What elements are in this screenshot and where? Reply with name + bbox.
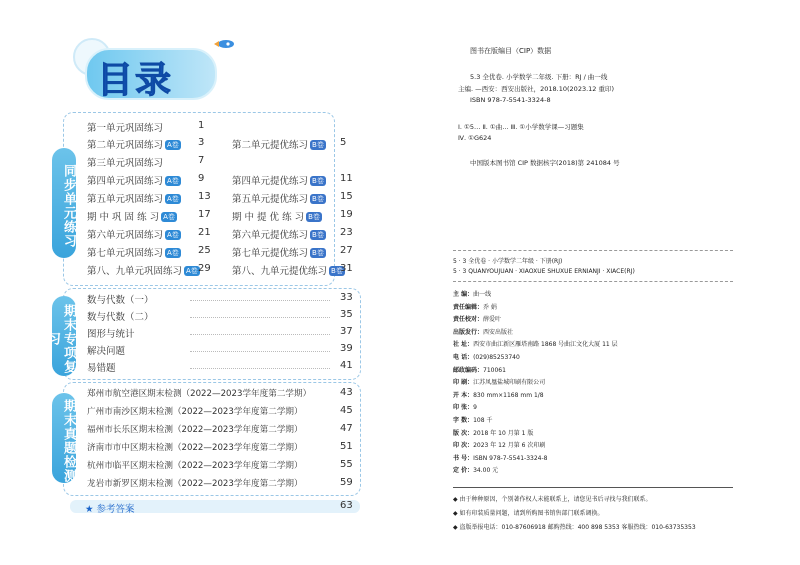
answer-page: 63 (340, 500, 353, 511)
answer-label[interactable]: ★ 参考答案 (85, 504, 135, 515)
toc-title: 目录 (97, 60, 174, 101)
detail-value: 江苏凤凰盐城印刷有限公司 (473, 379, 546, 387)
toc-entry[interactable]: 易错题 (87, 363, 116, 374)
toc-entry-page: 55 (340, 459, 353, 470)
toc-entry-label: 第六单元巩固练习 (87, 230, 164, 241)
toc-entry-label: 第一单元巩固练习 (87, 123, 164, 134)
detail-key: 开 本： (453, 391, 474, 399)
toc-entry-label: 第五单元提优练习 (232, 194, 309, 205)
toc-entry[interactable] (87, 263, 200, 277)
cip-line5: Ⅳ. ①G624 (458, 134, 492, 142)
toc-entry-page: 41 (340, 360, 353, 371)
toc-entry-label: 第四单元巩固练习 (87, 176, 164, 187)
cip-line4: Ⅰ. ①5… Ⅱ. ①曲… Ⅲ. ①小学数学课—习题集 (458, 123, 584, 131)
detail-row (453, 390, 544, 399)
detail-value: ISBN 978-7-5541-3324-8 (473, 454, 548, 462)
detail-value: 西安出版社 (483, 328, 514, 336)
detail-row (453, 314, 501, 323)
toc-entry-page: 43 (340, 387, 353, 398)
toc-entry-page: 39 (340, 343, 353, 354)
detail-value: (029)85253740 (473, 354, 520, 361)
toc-entry[interactable] (87, 191, 181, 205)
toc-entry[interactable]: 福州市长乐区期末检测（2022—2023学年度第二学期） (87, 425, 303, 435)
toc-entry-label: 期 中 提 优 练 习 (232, 212, 305, 223)
toc-entry-page: 15 (340, 191, 353, 202)
detail-row (453, 402, 477, 411)
difficulty-badge: A卷 (186, 267, 198, 275)
toc-entry[interactable]: 图形与统计 (87, 329, 135, 340)
toc-entry-page: 29 (198, 263, 211, 274)
toc-entry-label: 第七单元提优练习 (232, 248, 309, 259)
toc-entry[interactable] (232, 173, 326, 187)
divider (453, 250, 733, 251)
difficulty-badge: A卷 (167, 195, 179, 203)
toc-entry-page: 33 (340, 292, 353, 303)
book-title-cn: 5 · 3 全优卷 · 小学数学二年级 · 下册(RJ) (453, 258, 563, 265)
detail-value: 710061 (483, 366, 506, 374)
toc-entry-label: 第二单元巩固练习 (87, 140, 164, 151)
toc-entry[interactable]: 数与代数（二） (87, 312, 154, 323)
cip-heading: 图书在版编目（CIP）数据 (470, 47, 552, 55)
detail-value: 830 mm×1168 mm 1/8 (473, 391, 544, 399)
difficulty-badge: B卷 (312, 249, 324, 257)
detail-key: 责任校对： (453, 316, 484, 324)
toc-entry[interactable] (232, 137, 326, 151)
detail-key: 责任编辑： (453, 303, 484, 311)
note-1: ◆ 由于种种原因，个别著作权人未能联系上，请您见书后寻找与我们联系。 (453, 496, 652, 503)
toc-entry-label: 第八、九单元巩固练习 (87, 266, 183, 277)
toc-entry[interactable]: 数与代数（一） (87, 295, 154, 306)
cip-line3: ISBN 978-7-5541-3324-8 (470, 96, 551, 104)
detail-row (453, 327, 513, 336)
detail-value: 薛爱叶 (483, 316, 502, 324)
detail-row (453, 415, 492, 424)
dot-leader (190, 368, 330, 369)
dot-leader (190, 300, 330, 301)
toc-entry[interactable]: 济南市市中区期末检测（2022—2023学年度第二学期） (87, 443, 303, 453)
toc-entry-page: 1 (198, 120, 205, 131)
detail-key: 书 号： (453, 454, 474, 462)
toc-entry[interactable]: 广州市南沙区期末检测（2022—2023学年度第二学期） (87, 407, 303, 417)
toc-entry-page: 45 (340, 405, 353, 416)
toc-entry[interactable]: 杭州市临平区期末检测（2022—2023学年度第二学期） (87, 461, 303, 471)
toc-entry-page: 3 (198, 137, 205, 148)
divider (453, 487, 733, 488)
toc-entry-page: 19 (340, 209, 353, 220)
toc-entry[interactable] (87, 227, 181, 241)
difficulty-badge: A卷 (167, 141, 179, 149)
toc-entry-label: 第七单元巩固练习 (87, 248, 164, 259)
toc-entry[interactable] (232, 209, 322, 223)
toc-entry-page: 51 (340, 441, 353, 452)
difficulty-badge: B卷 (312, 195, 324, 203)
detail-key: 印 次： (453, 442, 474, 450)
detail-value: 曲一线 (473, 291, 492, 298)
toc-title-banner (85, 48, 217, 100)
toc-entry-page: 25 (198, 245, 211, 256)
detail-key: 邮政编码： (453, 366, 484, 374)
difficulty-badge: A卷 (167, 231, 179, 239)
toc-entry[interactable] (232, 191, 326, 205)
toc-entry-label: 期 中 巩 固 练 习 (87, 212, 160, 223)
toc-entry-page: 59 (340, 477, 353, 488)
difficulty-badge: B卷 (308, 213, 320, 221)
toc-entry-label: 第二单元提优练习 (232, 140, 309, 151)
note-2: ◆ 如有印装质量问题，请到所购图书销售部门联系调换。 (453, 510, 604, 517)
difficulty-badge: B卷 (312, 177, 324, 185)
detail-value: 2018 年 10 月第 1 版 (473, 429, 534, 437)
toc-entry-label: 第四单元提优练习 (232, 176, 309, 187)
difficulty-badge: B卷 (331, 267, 343, 275)
detail-row (453, 302, 497, 311)
toc-entry-label: 第六单元提优练习 (232, 230, 309, 241)
detail-row (453, 339, 618, 348)
toc-entry[interactable] (87, 120, 163, 134)
toc-entry-page: 47 (340, 423, 353, 434)
detail-row (453, 428, 533, 437)
detail-key: 印 张： (453, 404, 474, 412)
difficulty-badge: A卷 (163, 213, 175, 221)
toc-entry-page: 11 (340, 173, 353, 184)
detail-value: 108 千 (473, 417, 493, 424)
detail-row (453, 377, 545, 386)
dot-leader (190, 334, 330, 335)
detail-value: 9 (473, 404, 477, 412)
rocket-icon (212, 38, 236, 50)
detail-row (453, 352, 520, 361)
toc-entry-page: 5 (340, 137, 347, 148)
toc-entry-page: 35 (340, 309, 353, 320)
cip-line2: 主编. —西安：西安出版社，2018.10(2023.12 重印) (458, 85, 615, 93)
detail-row (453, 289, 491, 298)
toc-entry-label: 第三单元巩固练习 (87, 158, 164, 169)
detail-key: 主 编： (453, 291, 474, 298)
cip-line6: 中国版本图书馆 CIP 数据核字(2018)第 241084 号 (470, 159, 620, 167)
detail-key: 电 话： (453, 354, 474, 361)
detail-key: 出版发行： (453, 328, 484, 336)
copyright-page (400, 0, 800, 565)
toc-entry[interactable] (232, 263, 345, 277)
detail-value: 西安市曲江新区雁塔南路 1868 号曲江文化大厦 11 层 (473, 341, 618, 349)
toc-entry[interactable] (232, 245, 326, 259)
detail-value: 34.00 元 (473, 467, 499, 475)
toc-entry[interactable] (87, 173, 181, 187)
detail-row (453, 453, 547, 462)
toc-entry[interactable] (87, 209, 177, 223)
toc-entry-page: 7 (198, 155, 205, 166)
toc-entry[interactable] (232, 227, 326, 241)
section-tab-exam: 期末真题检测 (52, 393, 76, 483)
dot-leader (190, 317, 330, 318)
toc-entry[interactable]: 龙岩市新罗区期末检测（2022—2023学年度第二学期） (87, 479, 303, 489)
toc-entry-page: 13 (198, 191, 211, 202)
toc-entry-page: 37 (340, 326, 353, 337)
toc-entry[interactable] (87, 245, 181, 259)
detail-row (453, 440, 545, 449)
detail-value: 乔 娟 (483, 303, 497, 311)
toc-entry-label: 第八、九单元提优练习 (232, 266, 328, 277)
difficulty-badge: B卷 (312, 141, 324, 149)
detail-row (453, 465, 498, 474)
detail-value: 2023 年 12 月第 6 次印刷 (473, 442, 546, 450)
toc-entry-page: 9 (198, 173, 205, 184)
difficulty-badge: A卷 (167, 249, 179, 257)
section-tab-unit: 同步单元练习 (52, 148, 76, 258)
detail-key: 社 址： (453, 341, 474, 349)
toc-entry[interactable] (87, 137, 181, 151)
toc-entry-page: 17 (198, 209, 211, 220)
cip-line1: 5.3 全优卷. 小学数学二年级. 下册：RJ / 曲一线 (470, 73, 608, 81)
detail-key: 印 刷： (453, 379, 474, 387)
detail-key: 版 次： (453, 429, 474, 437)
section-tab-review: 期末专项复习 (52, 296, 76, 376)
divider (453, 281, 733, 282)
book-title-pinyin: 5 · 3 QUANYOUJUAN · XIAOXUE SHUXUE ERNIANJI · XIACE(RJ) (453, 268, 635, 275)
toc-entry-label: 第五单元巩固练习 (87, 194, 164, 205)
toc-entry-page: 27 (340, 245, 353, 256)
dot-leader (190, 351, 330, 352)
detail-key: 字 数： (453, 417, 474, 424)
toc-entry[interactable]: 郑州市航空港区期末检测（2022—2023学年度第二学期） (87, 389, 312, 399)
toc-entry[interactable] (87, 155, 163, 169)
difficulty-badge: A卷 (167, 177, 179, 185)
note-3: ◆ 盗版举报电话：010-87606918 邮购热线：400 898 5353 客服热线：010-63735353 (453, 524, 696, 531)
toc-entry[interactable]: 解决问题 (87, 346, 126, 357)
difficulty-badge: B卷 (312, 231, 324, 239)
answer-label-text: 参考答案 (96, 504, 135, 515)
toc-entry-page: 23 (340, 227, 353, 238)
detail-row (453, 365, 506, 374)
toc-entry-page: 31 (340, 263, 353, 274)
detail-key: 定 价： (453, 467, 474, 475)
toc-entry-page: 21 (198, 227, 211, 238)
